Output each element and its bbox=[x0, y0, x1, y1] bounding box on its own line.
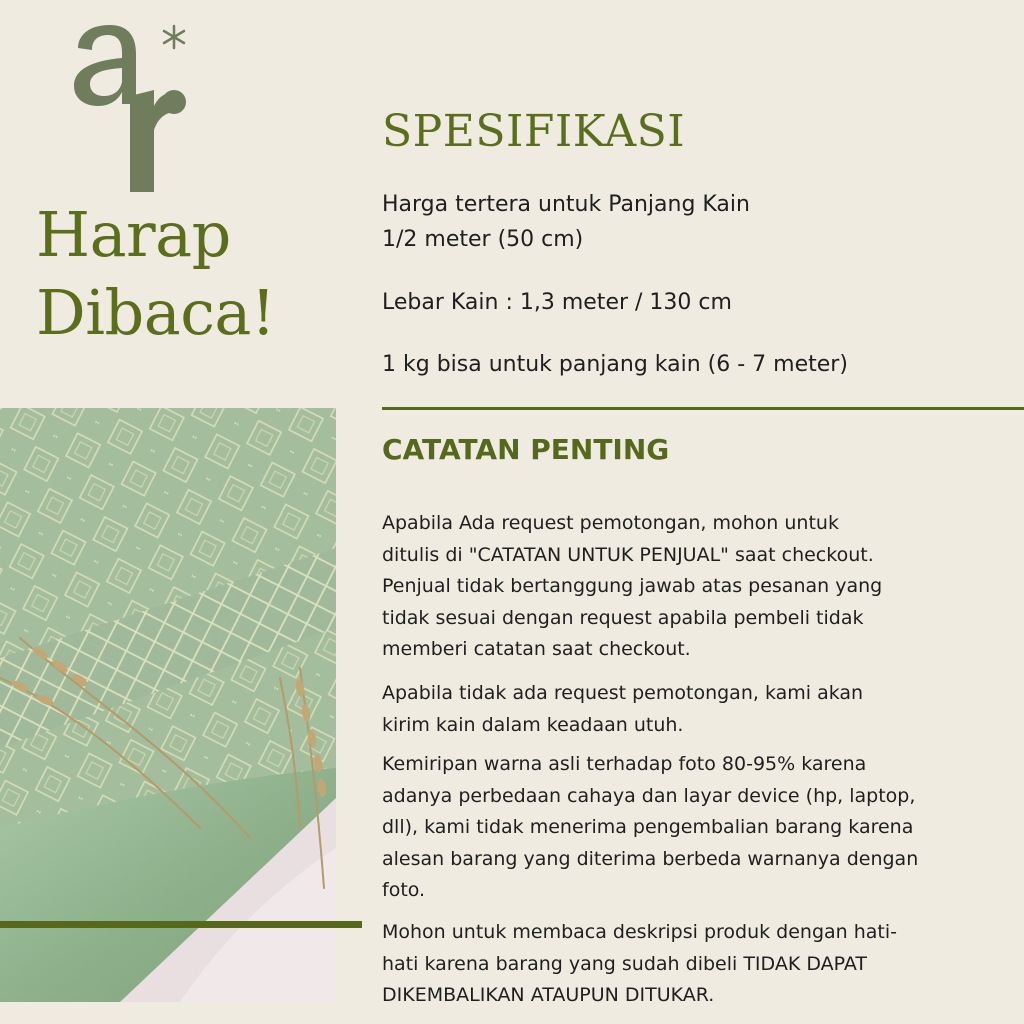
note-paragraph-color-similarity bbox=[382, 749, 1012, 907]
section-divider bbox=[382, 407, 1024, 410]
harap-dibaca-heading bbox=[36, 196, 275, 352]
heading-line-1: Harap bbox=[36, 198, 231, 271]
accent-bar bbox=[0, 921, 362, 928]
catatan-penting-title: CATATAN PENTING bbox=[382, 433, 670, 466]
note-line: kirim kain dalam keadaan utuh. bbox=[382, 713, 684, 736]
note-line: adanya perbedaan cahaya dan layar device (hp, laptop, bbox=[382, 784, 916, 807]
note-line: foto. bbox=[382, 879, 426, 901]
note-line: Mohon untuk membaca deskripsi produk dengan hati- bbox=[382, 921, 898, 943]
note-line: Apabila Ada request pemotongan, mohon untuk bbox=[382, 512, 839, 534]
spec-item-width bbox=[382, 285, 732, 320]
spec-line: Lebar Kain : 1,3 meter / 130 cm bbox=[382, 290, 732, 315]
note-line: Kemiripan warna asli terhadap foto 80-95% karena bbox=[382, 753, 867, 775]
spesifikasi-title: SPESIFIKASI bbox=[382, 106, 686, 157]
heading-line-2: Dibaca! bbox=[36, 276, 276, 349]
note-line: tidak sesuai dengan request apabila pembeli tidak bbox=[382, 606, 864, 629]
brand-logo bbox=[70, 20, 190, 196]
note-line: hati karena barang yang sudah dibeli TIDAK DAPAT bbox=[382, 952, 867, 975]
note-line: ditulis di "CATATAN UNTUK PENJUAL" saat checkout. bbox=[382, 543, 874, 566]
note-paragraph-cutting-request bbox=[382, 508, 1012, 666]
spec-line: Harga tertera untuk Panjang Kain bbox=[382, 192, 750, 217]
brand-logo-mark bbox=[70, 20, 190, 196]
spec-line: 1/2 meter (50 cm) bbox=[382, 227, 584, 252]
note-line: Penjual tidak bertanggung jawab atas pesanan yang bbox=[382, 575, 883, 597]
note-paragraph-no-return bbox=[382, 917, 1012, 1012]
note-line: Apabila tidak ada request pemotongan, kami akan bbox=[382, 682, 864, 704]
note-line: dll), kami tidak menerima pengembalian barang karena bbox=[382, 816, 914, 838]
note-paragraph-no-cutting bbox=[382, 678, 1012, 741]
note-line: DIKEMBALIKAN ATAUPUN DITUKAR. bbox=[382, 984, 715, 1006]
fabric-image bbox=[0, 408, 336, 1002]
note-line: memberi catatan saat checkout. bbox=[382, 638, 691, 660]
note-line: alesan barang yang diterima berbeda warnanya dengan bbox=[382, 847, 919, 870]
spec-line: 1 kg bisa untuk panjang kain (6 - 7 meter) bbox=[382, 352, 848, 377]
fabric-photo bbox=[0, 408, 336, 1002]
spec-item-price-length bbox=[382, 187, 750, 257]
spec-item-weight bbox=[382, 347, 848, 382]
